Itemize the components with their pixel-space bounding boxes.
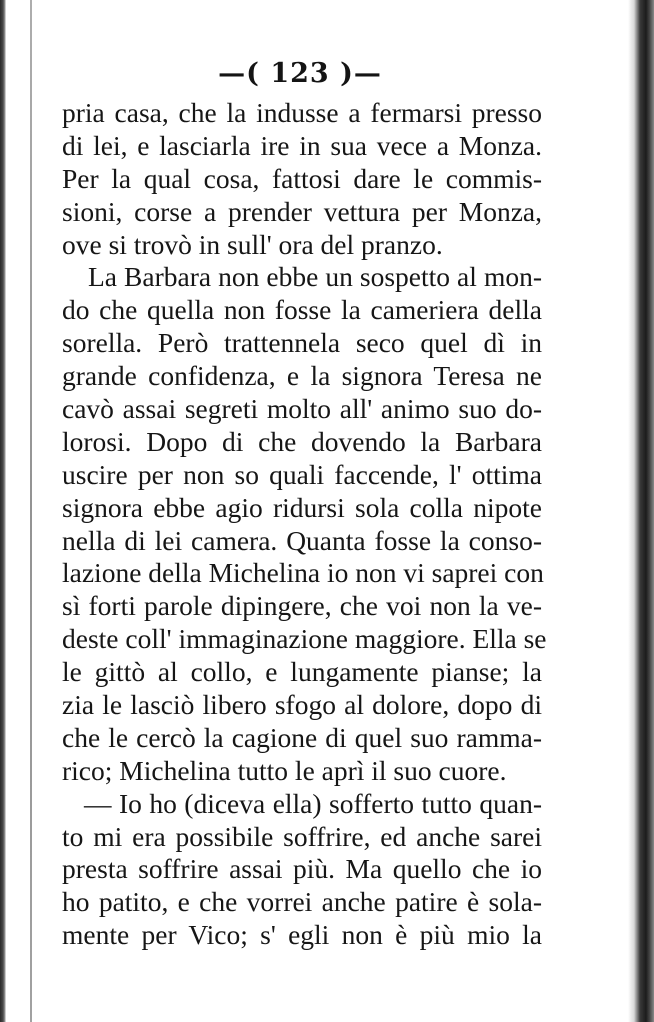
text-line: pria casa, che la indusse a fermarsi presso [62,97,542,128]
text-line: cavò assai segreti molto all' animo suo do- [62,393,542,425]
text-line: le gittò al collo, e lungamente pianse; la [62,656,542,688]
text-line: lorosi. Dopo di che dovendo la Barbara [62,425,542,457]
text-line: grande confidenza, e la signora Teresa ne [62,360,542,392]
text-line: signora ebbe agio ridursi sola colla nipote [62,491,542,523]
text-line: lazione della Michelina io non vi saprei con [62,557,544,589]
text-line: nella di lei camera. Quanta fosse la conso- [62,524,542,556]
text-line: La Barbara non ebbe un sospetto al mon- [88,261,542,293]
text-line: uscire per non so quali faccende, l' ottima [62,458,542,490]
page-number: —( 123 )— [218,58,382,89]
text-line: do che quella non fosse la cameriera della [62,294,542,326]
text-line: mente per Vico; s' egli non è più mio la [62,919,542,951]
text-line: zia le lasciò libero sfogo al dolore, dopo di [62,689,542,721]
page-left-crease [30,0,32,1022]
text-line: deste coll' immaginazione maggiore. Ella se [62,623,547,655]
page-left-binding-shadow [0,0,6,1022]
text-line: to mi era possibile soffrire, ed anche sarei [62,820,542,852]
text-line: che le cercò la cagione di quel suo ramma- [62,721,542,753]
text-line: — Io ho (diceva ella) sofferto tutto quan- [84,787,542,819]
text-line: ho patito, e che vorrei anche patire è sola- [62,886,542,918]
text-line: ove si trovò in sull' ora del pranzo. [62,228,443,260]
text-line: sorella. Però trattennela seco quel dì in [62,327,542,359]
text-line: sioni, corse a prender vettura per Monza, [62,195,542,227]
page-right-edge-shadow [628,0,654,1022]
text-line: di lei, e lasciarla ire in sua vece a Monza. [62,129,542,161]
text-line: presta soffrire assai più. Ma quello che io [62,853,542,885]
text-line: rico; Michelina tutto le aprì il suo cuore. [62,754,507,786]
body-text [62,97,547,952]
text-line: sì forti parole dipingere, che voi non la ve- [62,590,542,622]
text-line: Per la qual cosa, fattosi dare le commis- [62,162,542,194]
